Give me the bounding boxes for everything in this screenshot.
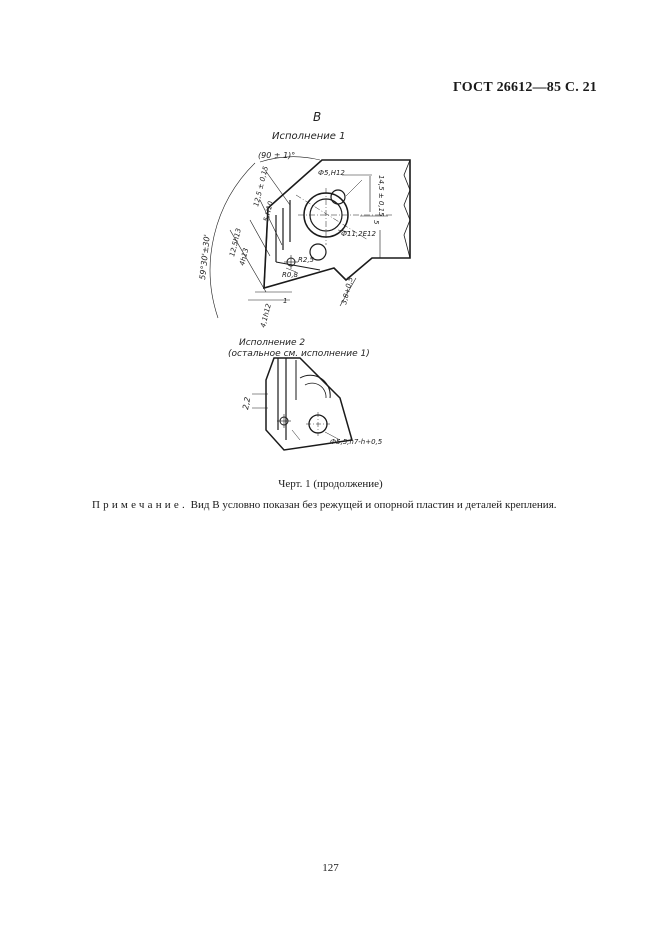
dim-angle-59: 59°30'±30'	[198, 233, 212, 281]
dim-d11: Ф11,2Е12	[341, 230, 376, 238]
dim-12-5-015: 12,5 ± 0,15	[252, 165, 270, 208]
dim-r08: R0,8	[282, 271, 298, 279]
note-lead: Примечание.	[92, 499, 188, 511]
dim-d5h12: Ф5,H12	[318, 169, 345, 177]
dim-5h10: 5,H10	[262, 200, 275, 223]
dim-4h12: 4,1h12	[259, 302, 273, 329]
dim-14-5: 14,5 ± 0,15	[377, 175, 385, 217]
dim-r25: R2,5	[298, 256, 314, 264]
dim-12-5h13: 12,5h13	[228, 227, 243, 258]
note-text: Вид В условно показан без режущей и опорной пластин и деталей крепления.	[187, 499, 557, 511]
note-paragraph	[92, 498, 612, 512]
variant1-title: Исполнение 1	[272, 131, 346, 142]
dim-4h13: 4h13	[238, 247, 251, 267]
dim-angle-90: (90 ± 1)°	[258, 151, 296, 160]
variant2-title: Исполнение 2	[239, 338, 306, 348]
dim-1: 1	[283, 297, 288, 305]
variant2-drawing	[252, 358, 352, 450]
document-header: ГОСТ 26612—85 С. 21	[453, 80, 597, 95]
dim-d5-5: Ф5,5,h7-h+0,5	[330, 438, 383, 446]
page-number: 127	[322, 862, 339, 874]
dim-2-2: 2,2	[241, 396, 253, 411]
figure-caption: Черт. 1 (продолжение)	[278, 478, 383, 490]
variant2-subtitle: (остальное см. исполнение 1)	[228, 349, 370, 359]
view-label: В	[313, 110, 322, 124]
dim-5: 5	[372, 220, 380, 225]
dim-3-8: 3,8+0,5	[340, 276, 355, 306]
